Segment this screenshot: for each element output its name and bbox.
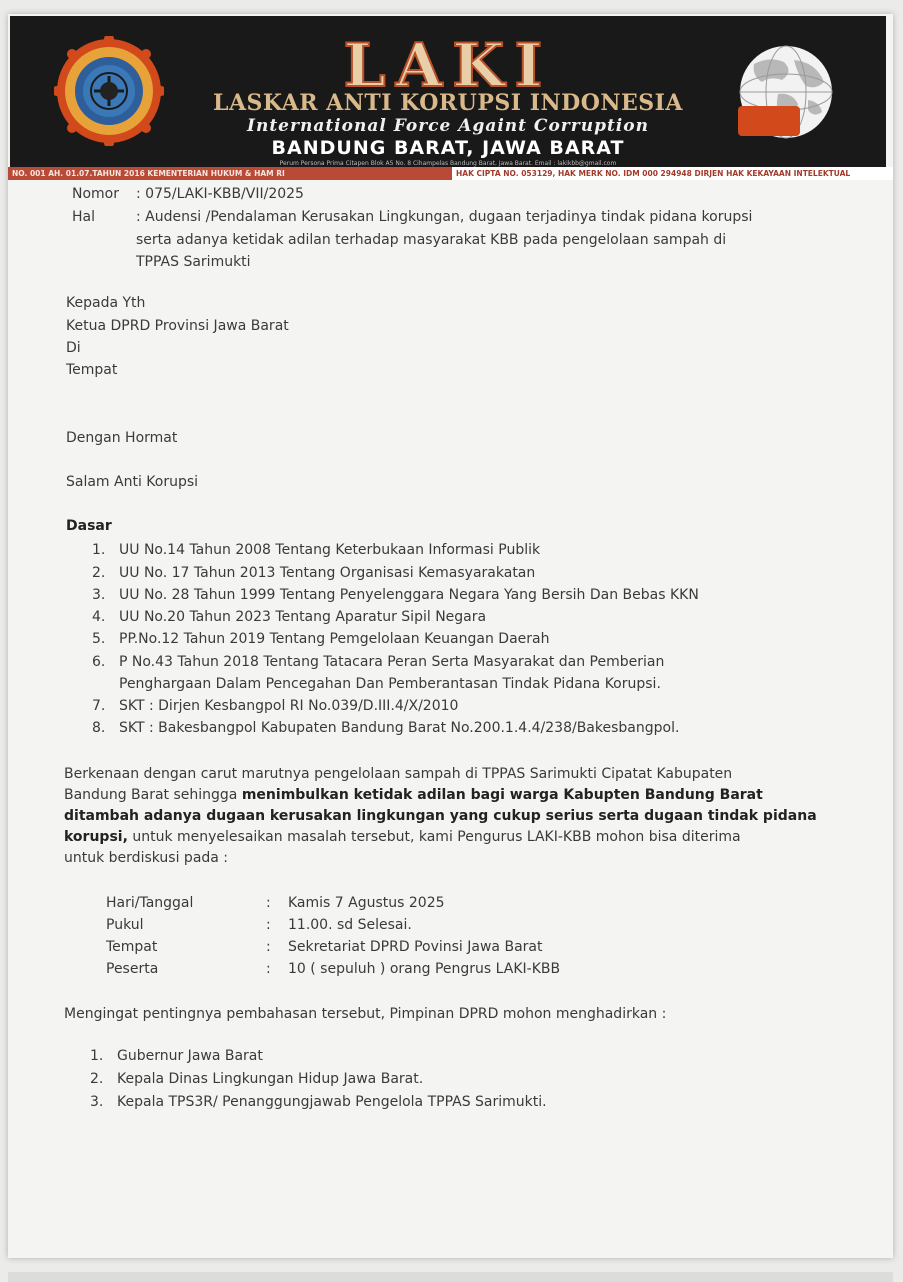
dasar-item-number: 8. <box>92 720 106 736</box>
greeting: Dengan Hormat <box>66 430 178 446</box>
dasar-item-number: 1. <box>92 542 106 558</box>
hal-line-1: : Audensi /Pendalaman Kerusakan Lingkungan, dugaan terjadinya tindak pidana korupsi <box>136 209 753 225</box>
next-page-edge <box>8 1272 893 1282</box>
schedule-value: Sekretariat DPRD Povinsi Jawa Barat <box>288 939 543 955</box>
schedule-separator: : <box>266 961 271 977</box>
letterhead <box>10 16 886 168</box>
attendee-number: 3. <box>90 1094 104 1110</box>
attendee-number: 1. <box>90 1048 104 1064</box>
paragraph-line-1: Berkenaan dengan carut marutnya pengelolaan sampah di TPPAS Sarimukti Cipatat Kabupaten <box>64 766 733 782</box>
paragraph-line-2: Bandung Barat sehingga menimbulkan ketidak adilan bagi warga Kabupten Bandung Barat <box>64 787 763 803</box>
recipient-line-4: Tempat <box>66 362 118 378</box>
recipient-line-2: Ketua DPRD Provinsi Jawa Barat <box>66 318 289 334</box>
schedule-separator: : <box>266 917 271 933</box>
schedule-separator: : <box>266 895 271 911</box>
organization-address: Perum Persona Prima Citapen Blok A5 No. 8 Cihampelas Bandung Barat, Jawa Barat. Email : lakikbb@gmail.com <box>279 160 617 167</box>
schedule-value: 10 ( sepuluh ) orang Pengrus LAKI-KBB <box>288 961 561 977</box>
schedule-separator: : <box>266 939 271 955</box>
dasar-item-number: 2. <box>92 565 106 581</box>
hal-label: Hal <box>72 209 95 225</box>
paragraph-line-5: untuk berdiskusi pada : <box>64 850 229 866</box>
nomor-label: Nomor <box>72 186 119 202</box>
legal-registration-bar <box>8 167 893 180</box>
hal-line-2: serta adanya ketidak adilan terhadap masyarakat KBB pada pengelolaan sampah di <box>136 232 727 248</box>
mengingat-text: Mengingat pentingnya pembahasan tersebut, Pimpinan DPRD mohon menghadirkan : <box>64 1006 667 1022</box>
legal-registration-right: HAK CIPTA NO. 053129, HAK MERK NO. IDM 000 294948 DIRJEN HAK KEKAYAAN INTELEKTUAL <box>452 167 893 180</box>
organization-acronym-title: LAKI <box>343 31 553 101</box>
nomor-value: : 075/LAKI-KBB/VII/2025 <box>136 186 304 202</box>
dasar-item-number: 6. <box>92 654 106 670</box>
schedule-value: 11.00. sd Selesai. <box>288 917 412 933</box>
schedule-label: Hari/Tanggal <box>106 895 194 911</box>
dasar-item-number: 3. <box>92 587 106 603</box>
recipient-line-3: Di <box>66 340 81 356</box>
dasar-item-text: UU No.20 Tahun 2023 Tentang Aparatur Sipil Negara <box>119 609 487 625</box>
dasar-item-text-continued: Penghargaan Dalam Pencegahan Dan Pemberantasan Tindak Pidana Korupsi. <box>119 676 661 692</box>
dasar-item-text: UU No. 17 Tahun 2013 Tentang Organisasi Kemasyarakatan <box>119 565 536 581</box>
attendee-text: Gubernur Jawa Barat <box>117 1048 263 1064</box>
organization-name: LASKAR ANTI KORUPSI INDONESIA <box>213 90 683 116</box>
recipient-line-1: Kepada Yth <box>66 295 146 311</box>
dasar-item-text: UU No. 28 Tahun 1999 Tentang Penyelenggara Negara Yang Bersih Dan Bebas KKN <box>119 587 699 603</box>
schedule-label: Peserta <box>106 961 159 977</box>
dasar-item-number: 4. <box>92 609 106 625</box>
dasar-item-text: P No.43 Tahun 2018 Tentang Tatacara Peran Serta Masyarakat dan Pemberian <box>119 654 665 670</box>
dasar-item-text: PP.No.12 Tahun 2019 Tentang Pemgelolaan Keuangan Daerah <box>119 631 550 647</box>
dasar-item-number: 5. <box>92 631 106 647</box>
schedule-label: Tempat <box>106 939 158 955</box>
salam-anti-korupsi: Salam Anti Korupsi <box>66 474 199 490</box>
attendee-text: Kepala Dinas Lingkungan Hidup Jawa Barat. <box>117 1071 424 1087</box>
paragraph-line-3: ditambah adanya dugaan kerusakan lingkungan yang cukup serius serta dugaan tindak pidana <box>64 808 817 824</box>
dasar-item-text: SKT : Bakesbangpol Kabupaten Bandung Barat No.200.1.4.4/238/Bakesbangpol. <box>119 720 680 736</box>
legal-registration-left: NO. 001 AH. 01.07.TAHUN 2016 KEMENTERIAN HUKUM & HAM RI <box>8 167 452 180</box>
organization-tagline: International Force Againt Corruption <box>247 116 649 136</box>
attendee-number: 2. <box>90 1071 104 1087</box>
schedule-label: Pukul <box>106 917 144 933</box>
dasar-item-text: UU No.14 Tahun 2008 Tentang Keterbukaan Informasi Publik <box>119 542 541 558</box>
dasar-heading: Dasar <box>66 518 112 534</box>
hal-line-3: TPPAS Sarimukti <box>136 254 251 270</box>
schedule-value: Kamis 7 Agustus 2025 <box>288 895 445 911</box>
attendee-text: Kepala TPS3R/ Penanggungjawab Pengelola TPPAS Sarimukti. <box>117 1094 547 1110</box>
organization-city: BANDUNG BARAT, JAWA BARAT <box>271 137 625 159</box>
paragraph-line-4: korupsi, untuk menyelesaikan masalah tersebut, kami Pengurus LAKI-KBB mohon bisa diterima <box>64 829 741 845</box>
dasar-item-number: 7. <box>92 698 106 714</box>
dasar-item-text: SKT : Dirjen Kesbangpol RI No.039/D.III.4/X/2010 <box>119 698 459 714</box>
